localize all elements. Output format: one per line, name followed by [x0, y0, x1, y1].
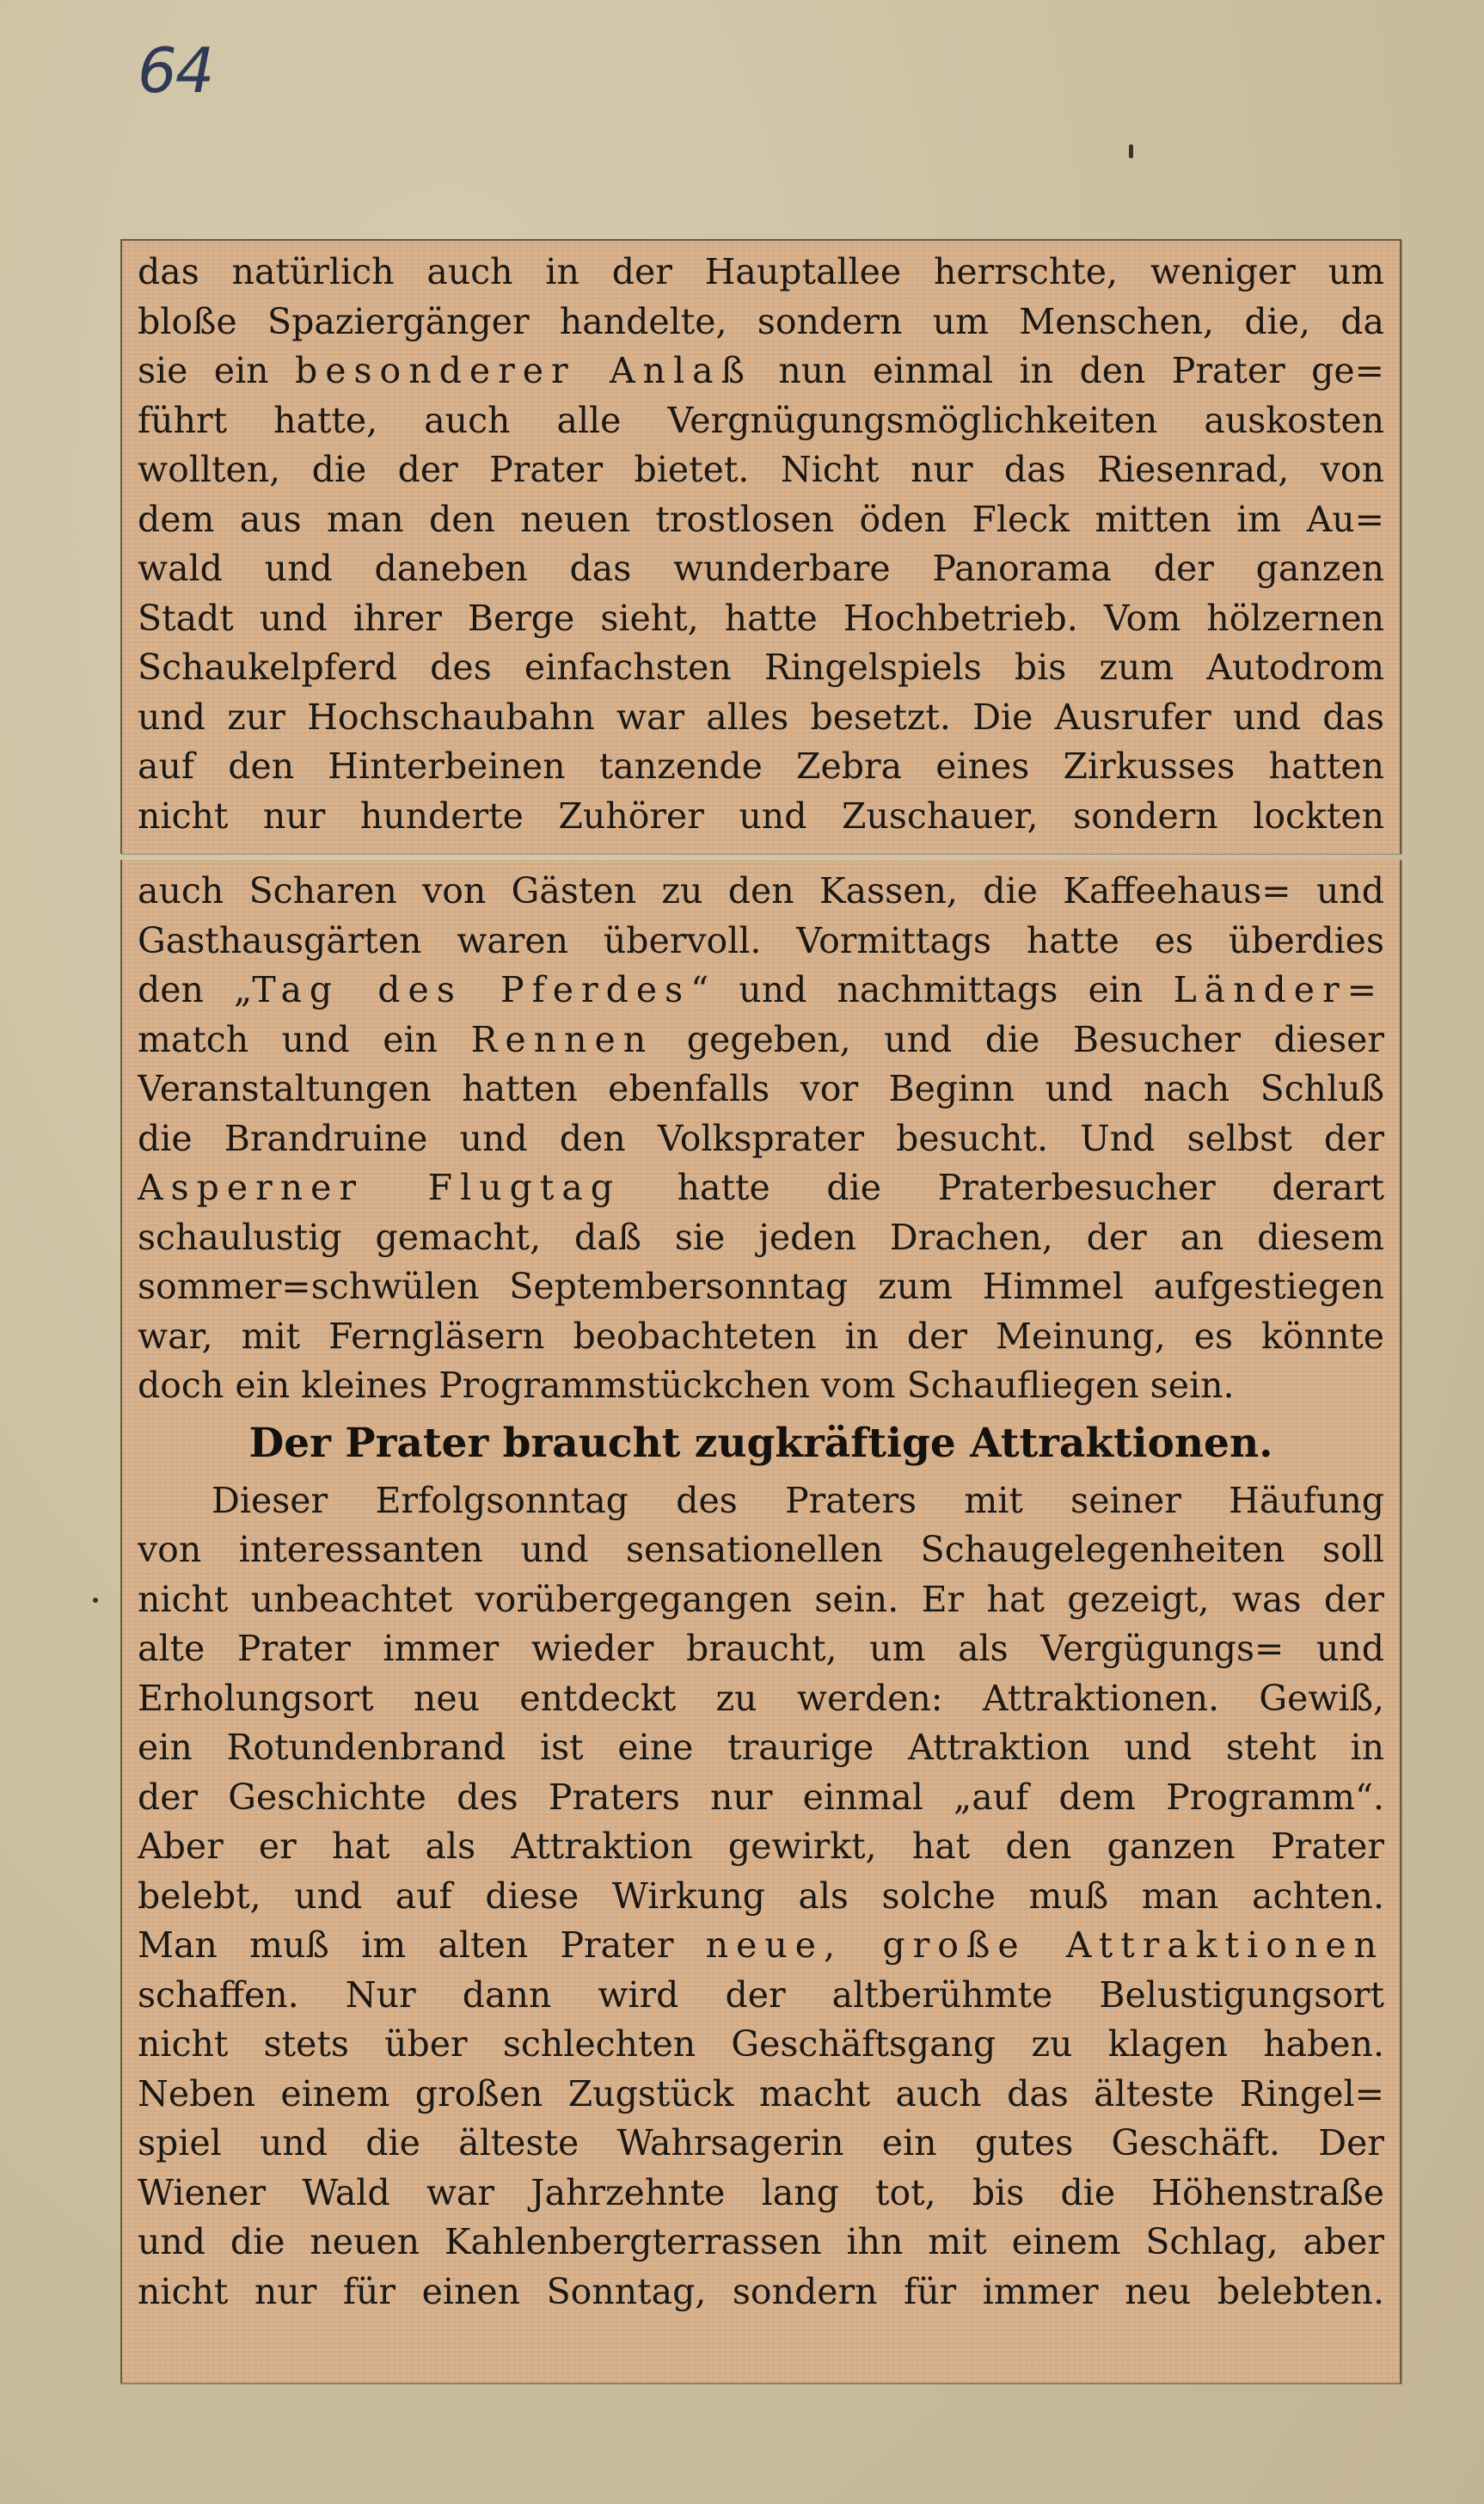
text-line: auf den Hinterbeinen tanzende Zebra eines Zirkusses hatten	[138, 746, 1384, 787]
text-line: die Brandruine und den Volksprater besucht. Und selbst der	[138, 1117, 1384, 1159]
article-subheading: Der Prater braucht zugkräftige Attraktionen.	[248, 1419, 1273, 1467]
ink-mark	[1129, 144, 1133, 158]
text-line: auch Scharen von Gästen zu den Kassen, die Kaffeehaus= und	[138, 870, 1384, 911]
text-line: dem aus man den neuen trostlosen öden Fleck mitten im Au=	[138, 498, 1384, 540]
text-line: das natürlich auch in der Hauptallee herrschte, weniger um	[138, 251, 1384, 292]
text-line: war, mit Ferngläsern beobachteten in der Meinung, es könnte	[138, 1315, 1384, 1357]
text-line: spiel und die älteste Wahrsagerin ein gutes Geschäft. Der	[138, 2122, 1384, 2163]
clipping-bottom-text-a	[138, 867, 1384, 1411]
spaced-emphasis: neue, große Attraktionen	[705, 1924, 1384, 1966]
newspaper-clipping-bottom	[120, 860, 1401, 2384]
text-line: führt hatte, auch alle Vergnügungsmöglichkeiten auskosten	[138, 399, 1384, 441]
text-line: Schaukelpferd des einfachsten Ringelspiels bis zum Autodrom	[138, 647, 1384, 688]
text-line: Stadt und ihrer Berge sieht, hatte Hochbetrieb. Vom hölzernen	[138, 597, 1384, 639]
text-line: den „Tag des Pferdes“ und nachmittags ein Länder=	[138, 969, 1384, 1010]
text-line: nicht nur hunderte Zuhörer und Zuschauer, sondern lockten	[138, 795, 1384, 837]
newspaper-clipping-top	[120, 239, 1401, 854]
text-line: alte Prater immer wieder braucht, um als Vergügungs= und	[138, 1628, 1384, 1669]
text-line: und die neuen Kahlenbergterrassen ihn mit einem Schlag, aber	[138, 2221, 1384, 2262]
text-line: Aber er hat als Attraktion gewirkt, hat den ganzen Prater	[138, 1826, 1384, 1867]
text-line: Wiener Wald war Jahrzehnte lang tot, bis die Höhenstraße	[138, 2171, 1384, 2213]
text-line: Asperner Flugtag hatte die Praterbesucher derart	[138, 1167, 1384, 1208]
text-line: von interessanten und sensationellen Schaugelegenheiten soll	[138, 1529, 1384, 1570]
text-line: der Geschichte des Praters nur einmal „auf dem Programm“.	[138, 1776, 1384, 1818]
text-line: Veranstaltungen hatten ebenfalls vor Beginn und nach Schluß	[138, 1068, 1384, 1109]
clipping-top-text	[138, 248, 1384, 841]
text-line: Dieser Erfolgsonntag des Praters mit seiner Häufung	[212, 1479, 1384, 1521]
ink-mark	[93, 1598, 98, 1603]
text-line: match und ein Rennen gegeben, und die Besucher dieser	[138, 1018, 1384, 1060]
text-line: bloße Spaziergänger handelte, sondern um Menschen, die, da	[138, 300, 1384, 342]
text-line: belebt, und auf diese Wirkung als solche muß man achten.	[138, 1875, 1384, 1917]
text-line: nicht stets über schlechten Geschäftsgang zu klagen haben.	[138, 2023, 1384, 2065]
text-line: doch ein kleines Programmstückchen vom Schaufliegen sein.	[138, 1365, 1235, 1406]
spaced-emphasis: Tag des Pferdes	[252, 969, 691, 1010]
text-line: nicht unbeachtet vorübergegangen sein. Er hat gezeigt, was der	[138, 1578, 1384, 1620]
text-line: schaffen. Nur dann wird der altberühmte Belustigungsort	[138, 1973, 1384, 2016]
spaced-emphasis: Länder=	[1173, 969, 1384, 1010]
text-line: Man muß im alten Prater neue, große Attraktionen	[138, 1924, 1384, 1966]
text-line: schaulustig gemacht, daß sie jeden Drachen, der an diesem	[138, 1216, 1384, 1258]
text-line: sie ein besonderer Anlaß nun einmal in den Prater ge=	[138, 350, 1384, 391]
text-line: Gasthausgärten waren übervoll. Vormittags hatte es überdies	[138, 919, 1384, 961]
spaced-emphasis: Rennen	[470, 1018, 654, 1060]
text-line: Neben einem großen Zugstück macht auch das älteste Ringel=	[138, 2072, 1384, 2114]
clipping-bottom-text-b	[138, 1476, 1384, 2317]
spaced-emphasis: besonderer Anlaß	[294, 350, 752, 391]
text-line: und zur Hochschaubahn war alles besetzt. Die Ausrufer und das	[138, 696, 1384, 738]
text-line: wollten, die der Prater bietet. Nicht nur das Riesenrad, von	[138, 449, 1384, 490]
text-line: nicht nur für einen Sonntag, sondern für immer neu belebten.	[138, 2270, 1384, 2312]
spaced-emphasis: Asperner Flugtag	[138, 1167, 622, 1208]
text-line: Erholungsort neu entdeckt zu werden: Attraktionen. Gewiß,	[138, 1677, 1384, 1719]
page-number: 64	[138, 34, 213, 107]
text-line: ein Rotundenbrand ist eine traurige Attraktion und steht in	[138, 1727, 1384, 1768]
text-line: sommer=schwülen Septembersonntag zum Himmel aufgestiegen	[138, 1266, 1384, 1307]
text-line: wald und daneben das wunderbare Panorama der ganzen	[138, 548, 1384, 589]
